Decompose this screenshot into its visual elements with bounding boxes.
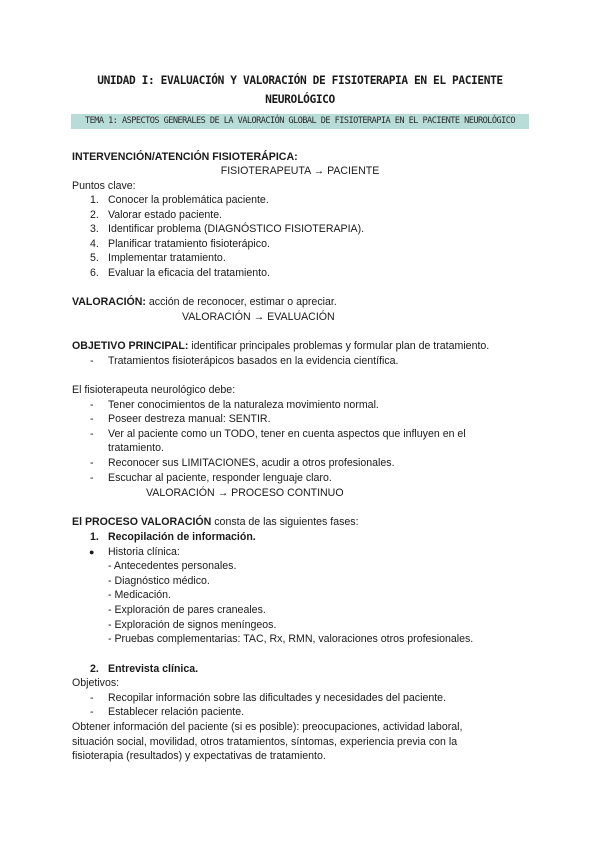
puntos-clave-label: Puntos clave:: [72, 180, 136, 192]
valoracion-text: acción de reconocer, estimar o apreciar.: [145, 296, 337, 308]
list-item-continuation: tratamiento.: [108, 442, 164, 454]
dash-marker: -: [90, 692, 94, 704]
list-item: Reconocer sus LIMITACIONES, acudir a otros profesionales.: [108, 457, 395, 469]
list-item: - Antecedentes personales.: [108, 560, 237, 572]
list-item: Escuchar al paciente, responder lenguaje claro.: [108, 472, 332, 484]
list-number: 3.: [90, 223, 99, 235]
historia-clinica-label: Historia clínica:: [108, 546, 180, 558]
dash-marker: -: [90, 457, 94, 469]
list-item: Identificar problema (DIAGNÓSTICO FISIOTERAPIA).: [108, 223, 365, 235]
fase1-title: Recopilación de información.: [108, 531, 256, 543]
list-item: Evaluar la eficacia del tratamiento.: [108, 267, 270, 279]
list-number: 5.: [90, 252, 99, 264]
unit-title-line1: UNIDAD I: EVALUACIÓN Y VALORACIÓN DE FISIOTERAPIA EN EL PACIENTE: [97, 74, 503, 87]
list-item: Implementar tratamiento.: [108, 252, 226, 264]
paragraph-line: fisioterapia (resultados) y expectativas de tratamiento.: [72, 750, 326, 762]
list-item: Tratamientos fisioterápicos basados en la evidencia científica.: [108, 355, 399, 367]
dash-marker: -: [90, 428, 94, 440]
bullet-marker: ●: [89, 547, 95, 557]
list-item: Valorar estado paciente.: [108, 209, 223, 221]
dash-marker: -: [90, 399, 94, 411]
list-item: Recopilar información sobre las dificultades y necesidades del paciente.: [108, 692, 447, 704]
proceso-label: El PROCESO VALORACIÓN: [72, 516, 212, 528]
list-item: Establecer relación paciente.: [108, 706, 245, 718]
valoracion-label: VALORACIÓN:: [72, 296, 146, 308]
list-number: 1.: [90, 194, 99, 206]
paragraph-line: situación social, movilidad, otros tratamientos, síntomas, experiencia previa con la: [72, 736, 458, 748]
list-number: 1.: [90, 531, 99, 543]
list-number: 4.: [90, 238, 99, 250]
list-number: 6.: [90, 267, 99, 279]
list-item: - Exploración de signos meníngeos.: [108, 619, 277, 631]
topic-subtitle: TEMA 1: ASPECTOS GENERALES DE LA VALORACIÓN GLOBAL DE FISIOTERAPIA EN EL PACIENTE NEUROLÓGICO: [71, 114, 529, 129]
dash-marker: -: [90, 472, 94, 484]
list-item: Poseer destreza manual: SENTIR.: [108, 413, 271, 425]
unit-title-line2: NEUROLÓGICO: [265, 93, 335, 106]
list-number: 2.: [90, 209, 99, 221]
list-item: Conocer la problemática paciente.: [108, 194, 269, 206]
list-item: - Pruebas complementarias: TAC, Rx, RMN, valoraciones otros profesionales.: [108, 633, 474, 645]
list-item: Ver al paciente como un TODO, tener en cuenta aspectos que influyen en el: [108, 428, 466, 440]
list-number: 2.: [90, 663, 99, 675]
paragraph-line: Obtener información del paciente (si es posible): preocupaciones, actividad laboral,: [72, 721, 463, 733]
list-item: Planificar tratamiento fisioterápico.: [108, 238, 270, 250]
proceso-heading: [72, 515, 359, 529]
objetivo-principal: [72, 339, 489, 353]
valoracion-definition: [72, 295, 337, 309]
intervencion-heading: INTERVENCIÓN/ATENCIÓN FISIOTERÁPICA:: [72, 151, 298, 163]
dash-marker: -: [90, 706, 94, 718]
proceso-continuo-formula: VALORACIÓN → PROCESO CONTINUO: [146, 487, 344, 499]
objetivos-label: Objetivos:: [72, 677, 120, 689]
fisioterapeuta-intro: El fisioterapeuta neurológico debe:: [72, 384, 236, 396]
list-item: Tener conocimientos de la naturaleza movimiento normal.: [108, 399, 379, 411]
list-item: - Medicación.: [108, 589, 171, 601]
dash-marker: -: [90, 355, 94, 367]
proceso-text: consta de las siguientes fases:: [211, 516, 359, 528]
valoracion-formula: VALORACIÓN → EVALUACIÓN: [182, 311, 335, 323]
list-item: - Diagnóstico médico.: [108, 575, 210, 587]
objetivo-label: OBJETIVO PRINCIPAL:: [72, 340, 189, 352]
dash-marker: -: [90, 413, 94, 425]
objetivo-text: identificar principales problemas y formular plan de tratamiento.: [188, 340, 490, 352]
fase2-title: Entrevista clínica.: [108, 663, 199, 675]
list-item: - Exploración de pares craneales.: [108, 604, 266, 616]
intervencion-formula: FISIOTERAPEUTA → PACIENTE: [220, 165, 380, 177]
